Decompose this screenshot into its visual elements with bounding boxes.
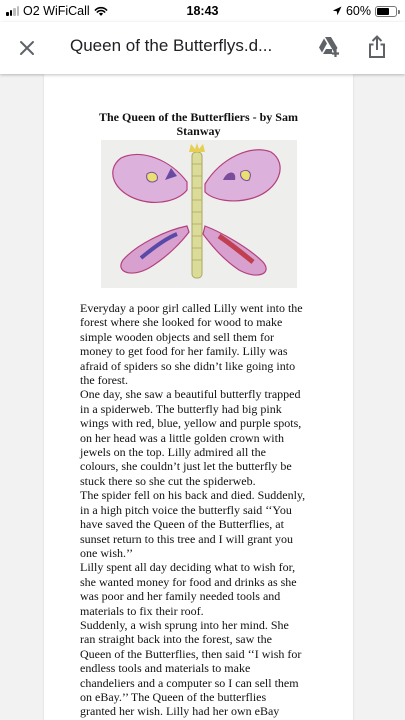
paragraph: Lilly spent all day deciding what to wish for, she wanted money for food and drinks as she was poor and her family needed tools and materials to fix their roof. — [80, 560, 297, 618]
document-title: Queen of the Butterflys.d... — [70, 36, 273, 55]
close-button[interactable] — [14, 35, 40, 61]
carrier-label: O2 WiFiCall — [23, 4, 90, 18]
app-bar — [0, 22, 405, 74]
butterfly-drawing-image — [101, 140, 297, 288]
battery-icon — [375, 6, 397, 17]
add-to-drive-button[interactable] — [316, 34, 342, 60]
document-body — [80, 301, 328, 719]
add-to-drive-icon — [317, 36, 341, 58]
document-page — [44, 74, 353, 720]
document-heading — [84, 110, 313, 138]
battery-percent: 60% — [345, 4, 371, 18]
status-right — [332, 4, 397, 18]
heading-line-1: The Queen of the Butterfliers - by Sam — [99, 110, 298, 124]
location-arrow-icon — [332, 6, 342, 16]
close-icon — [19, 40, 35, 56]
status-bar — [0, 0, 405, 22]
document-viewer[interactable] — [0, 74, 405, 720]
status-time: 18:43 — [186, 4, 219, 18]
share-icon — [367, 35, 387, 59]
share-button[interactable] — [364, 33, 390, 61]
heading-line-2: Stanway — [176, 124, 221, 138]
paragraph: One day, she saw a beautiful butterfly trapped in a spiderweb. The butterfly had big pink wings with red, blue, yellow and purple spots, on her head was a little golden crown with jewels on the top. Lilly admired all the colours, she couldn’t just let the butterfly be stuck there so she cut the spiderweb. — [80, 387, 302, 488]
paragraph: Everyday a poor girl called Lilly went into the forest where she looked for wood to make simple wooden objects and sell them for money to get food for her family. Lilly was afraid of spiders so she didn’t like going into the forest. — [80, 301, 303, 388]
paragraph: The spider fell on his back and died. Suddenly, in a high pitch voice the butterfly said ‘‘You have saved the Queen of the Butterflies, at sunset return to this tree and I will grant you one wish.’’ — [80, 488, 306, 560]
paragraph: Suddenly, a wish sprung into her mind. She ran straight back into the forest, saw the Queen of the Butterflies, then said ‘‘I wish for endless tools and materials to make chandeliers and a computer so I can sell them on eBay.’’ The Queen of the butterflies granted her wish. Lilly had her own eBay — [80, 617, 302, 719]
